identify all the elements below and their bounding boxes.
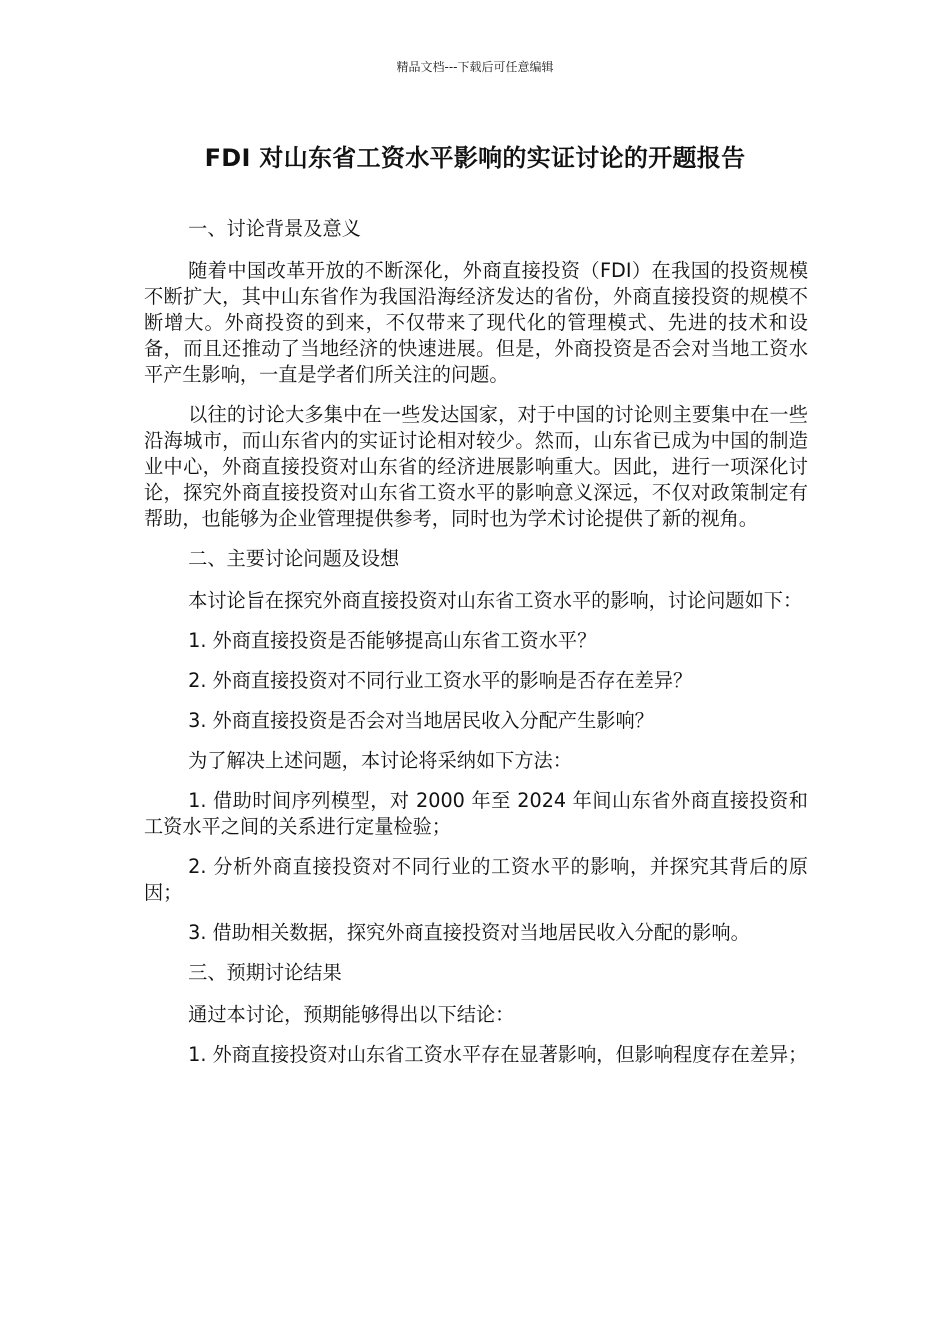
list-item-question-2: 2. 外商直接投资对不同行业工资水平的影响是否存在差异？ [188,669,693,692]
paragraph-background-2: 以往的讨论大多集中在一些发达国家，对于中国的讨论则主要集中在一些沿海城市，而山东省内的实证讨论相对较少。然而，山东省已成为中国的制造业中心，外商直接投资对山东省的经济进展影响重大。因此，进行一项深化讨论，探究外商直接投资对山东省工资水平的影响意义深远，不仅对政策制定有帮助，也能够为企业管理提供参考，同时也为学术讨论提供了新的视角。 [144,403,808,530]
section-heading-questions: 二、主要讨论问题及设想 [188,547,400,570]
paragraph-background-1: 随着中国改革开放的不断深化，外商直接投资（FDI）在我国的投资规模不断扩大，其中山东省作为我国沿海经济发达的省份，外商直接投资的规模不断增大。外商投资的到来，不仅带来了现代化的管理模式、先进的技术和设备，而且还推动了当地经济的快速进展。但是，外商投资是否会对当地工资水平产生影响，一直是学者们所关注的问题。 [144,259,808,386]
header-note: 精品文档---下载后可任意编辑 [396,60,554,74]
document-title: FDI 对山东省工资水平影响的实证讨论的开题报告 [204,144,746,172]
list-item-method-3: 3. 借助相关数据，探究外商直接投资对当地居民收入分配的影响。 [188,921,750,944]
section-heading-results: 三、预期讨论结果 [188,961,342,984]
list-item-method-2: 2. 分析外商直接投资对不同行业的工资水平的影响，并探究其背后的原因； [144,855,808,904]
paragraph-methods-intro: 为了解决上述问题，本讨论将采纳如下方法： [188,749,572,772]
list-item-result-1: 1. 外商直接投资对山东省工资水平存在显著影响，但影响程度存在差异； [188,1043,808,1066]
list-item-method-1: 1. 借助时间序列模型，对 2000 年至 2024 年间山东省外商直接投资和工资水平之间的关系进行定量检验； [144,789,808,838]
list-item-question-1: 1. 外商直接投资是否能够提高山东省工资水平？ [188,629,597,652]
paragraph-questions-intro: 本讨论旨在探究外商直接投资对山东省工资水平的影响，讨论问题如下： [188,589,803,612]
document-body [144,216,808,1082]
paragraph-results-intro: 通过本讨论，预期能够得出以下结论： [188,1003,515,1026]
section-heading-background: 一、讨论背景及意义 [188,217,361,240]
list-item-question-3: 3. 外商直接投资是否会对当地居民收入分配产生影响？ [188,709,654,732]
